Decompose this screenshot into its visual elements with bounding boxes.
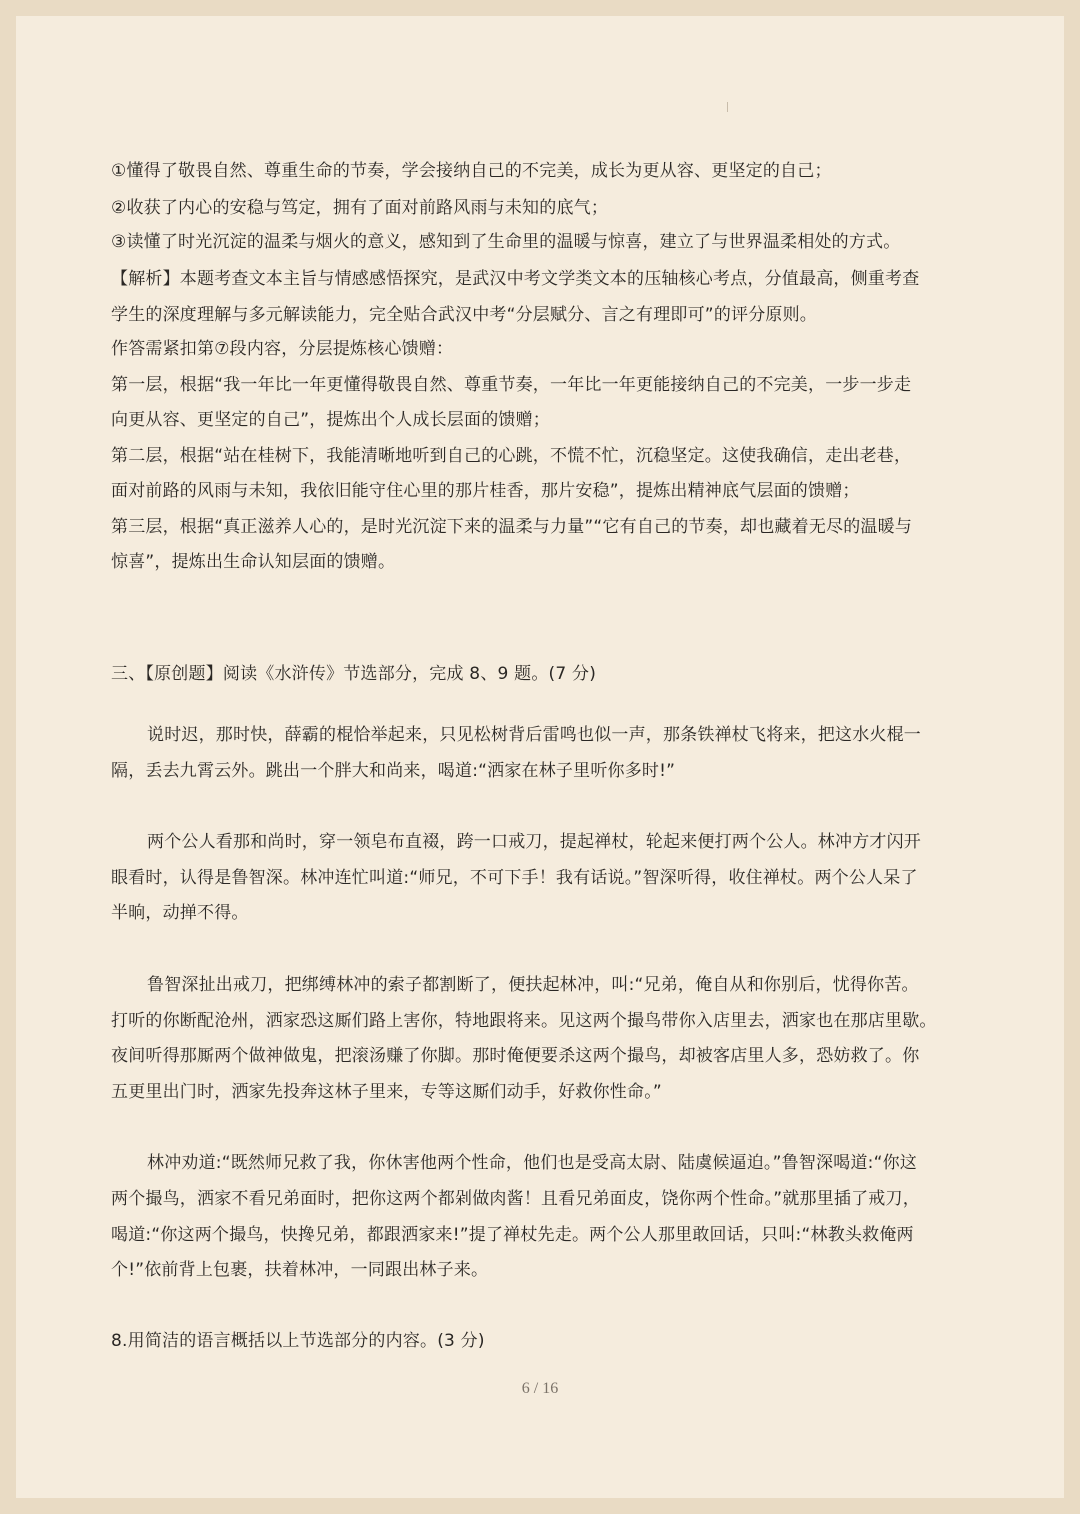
page-number: 6 / 16 [521,1380,559,1397]
analysis-layer-1: 第一层，根据“我一年比一年更懂得敬畏自然、尊重节奏，一年比一年更能接纳自己的不完美，一步一步走 [111,375,912,395]
passage-line: 夜间听得那厮两个做神做鬼，把滚汤赚了你脚。那时俺便要杀这两个撮鸟，却被客店里人多，恐妨救了。你 [111,1046,920,1066]
passage-line: 半晌，动掸不得。 [111,903,249,923]
analysis-layer-3: 第三层，根据“真正滋养人心的，是时光沉淀下来的温柔与力量”“它有自己的节奏，却也藏着无尽的温暖与 [111,517,913,537]
answer-point-1: ①懂得了敬畏自然、尊重生命的节奏，学会接纳自己的不完美，成长为更从容、更坚定的自己； [111,161,832,181]
passage-line: 个!”依前背上包裹，扶着林冲，一同跟出林子来。 [111,1260,489,1280]
passage-line: 林冲劝道:“既然师兄救了我，你休害他两个性命，他们也是受高太尉、陆虞候逼迫。”鲁智深喝道:“你这 [147,1153,917,1173]
passage-line: 打听的你断配沧州，洒家恐这厮们路上害你，特地跟将来。见这两个撮鸟带你入店里去，洒家也在那店里歇。 [111,1011,937,1031]
passage-line: 喝道:“你这两个撮鸟，快搀兄弟，都跟洒家来!”提了禅杖先走。两个公人那里敢回话，只叫:“林教头救俺两 [111,1225,914,1245]
analysis-line: 学生的深度理解与多元解读能力，完全贴合武汉中考“分层赋分、言之有理即可”的评分原则。 [111,305,818,325]
passage-line: 鲁智深扯出戒刀，把绑缚林冲的索子都割断了，便扶起林冲，叫:“兄弟，俺自从和你别后，忧得你苦。 [147,975,919,995]
answer-point-3: ③读懂了时光沉淀的温柔与烟火的意义，感知到了生命里的温暖与惊喜，建立了与世界温柔相处的方式。 [111,232,901,252]
passage-line: 两个公人看那和尚时，穿一领皂布直裰，跨一口戒刀，提起禅杖，轮起来便打两个公人。林冲方才闪开 [147,832,921,852]
analysis-layer-1-cont: 向更从容、更坚定的自己”，提炼出个人成长层面的馈赠； [111,410,551,430]
scan-mark [727,102,728,112]
section-heading: 三、【原创题】阅读《水浒传》节选部分，完成 8、9 题。(7 分) [111,664,597,684]
passage-line: 隔，丢去九霄云外。跳出一个胖大和尚来，喝道:“洒家在林子里听你多时!” [111,761,676,781]
document-page [16,16,1064,1498]
passage-line: 五更里出门时，洒家先投奔这林子里来，专等这厮们动手，好救你性命。” [111,1082,662,1102]
answer-point-2: ②收获了内心的安稳与笃定，拥有了面对前路风雨与未知的底气； [111,198,609,218]
passage-line: 眼看时，认得是鲁智深。林冲连忙叫道:“师兄，不可下手！我有话说。”智深听得，收住禅杖。两个公人呆了 [111,868,918,888]
analysis-layer-3-cont: 惊喜”，提炼出生命认知层面的馈赠。 [111,552,396,572]
analysis-layer-2: 第二层，根据“站在桂树下，我能清晰地听到自己的心跳，不慌不忙，沉稳坚定。这使我确信，走出老巷， [111,446,912,466]
passage-line: 两个撮鸟，洒家不看兄弟面时，把你这两个都剁做肉酱！且看兄弟面皮，饶你两个性命。”就那里插了戒刀， [111,1189,920,1209]
question-8: 8.用简洁的语言概括以上节选部分的内容。(3 分) [111,1331,485,1351]
passage-line: 说时迟，那时快，薛霸的棍恰举起来，只见松树背后雷鸣也似一声，那条铁禅杖飞将来，把这水火棍一 [147,725,921,745]
analysis-line: 【解析】本题考查文本主旨与情感感悟探究，是武汉中考文学类文本的压轴核心考点，分值最高，侧重考查 [111,269,920,289]
analysis-layer-2-cont: 面对前路的风雨与未知，我依旧能守住心里的那片桂香，那片安稳”，提炼出精神底气层面的馈赠； [111,481,860,501]
analysis-line: 作答需紧扣第⑦段内容，分层提炼核心馈赠： [111,339,454,359]
